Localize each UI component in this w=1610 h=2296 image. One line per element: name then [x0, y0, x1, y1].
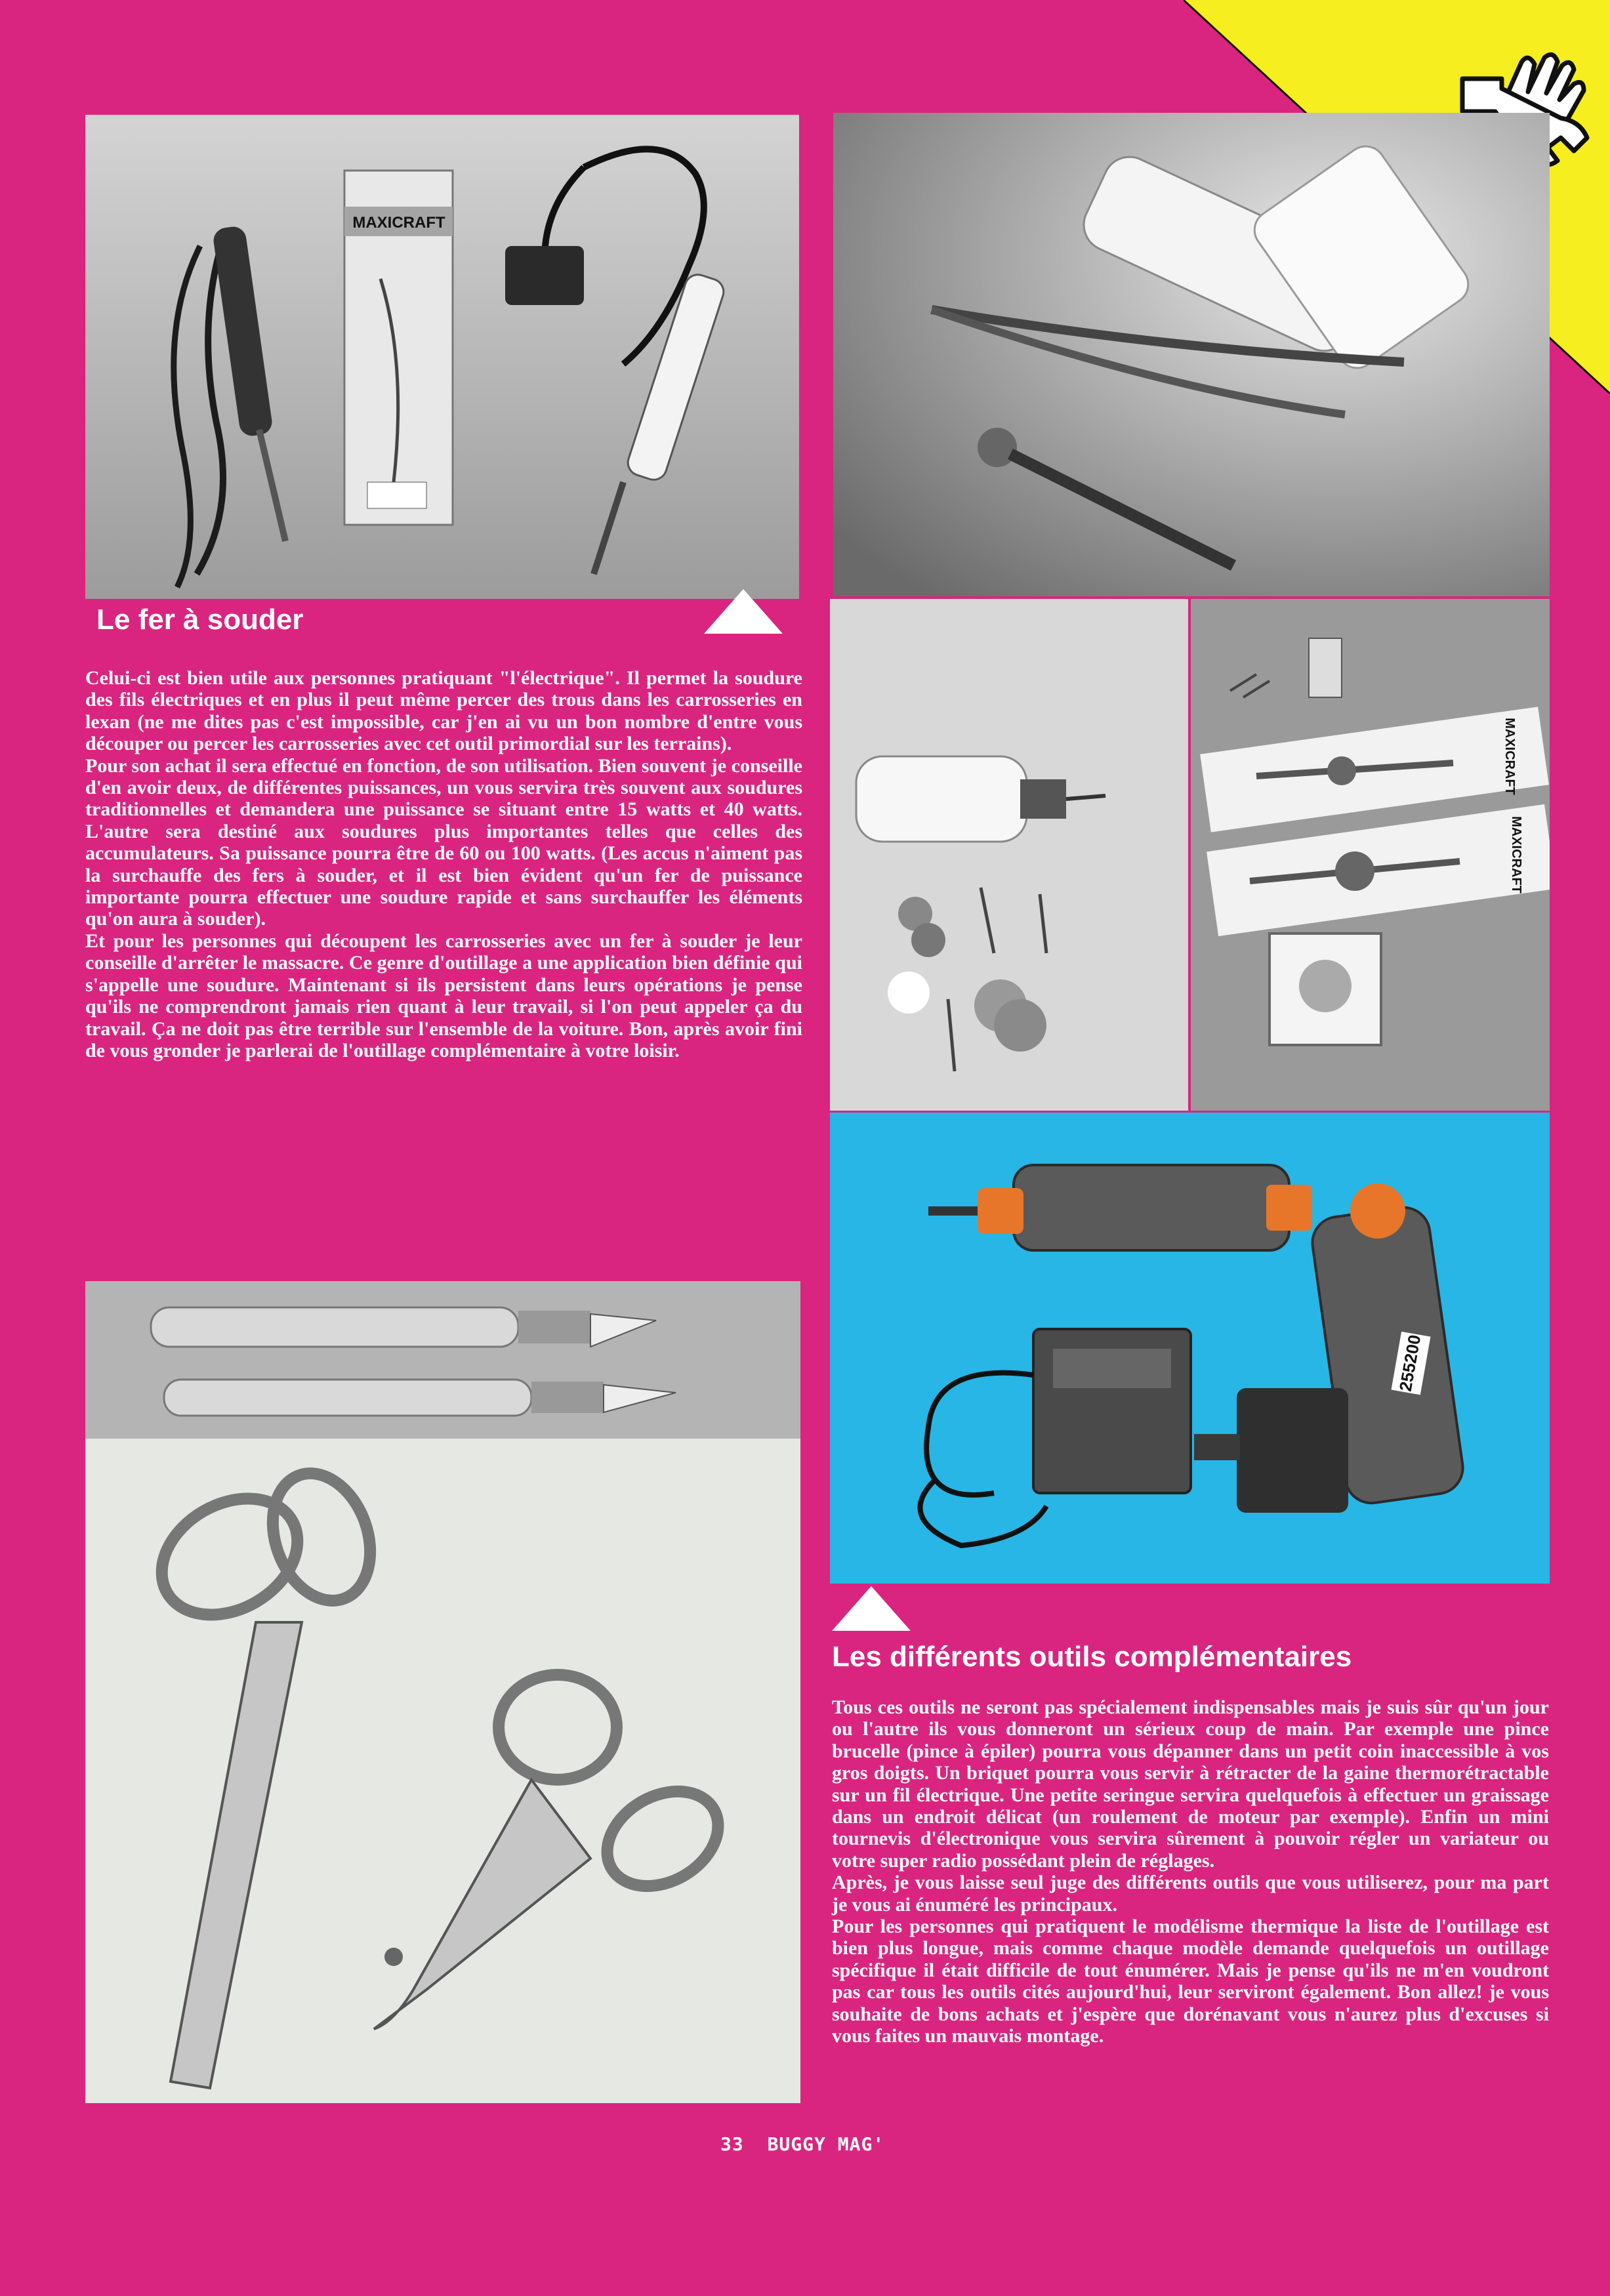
triangle-pointer-icon	[832, 1586, 911, 1631]
screwdriver-model-label: 255200	[1395, 1333, 1425, 1393]
photo-cordless-screwdriver	[830, 1113, 1550, 1584]
paragraph: Tous ces outils ne seront pas spécialement indispensables mais je suis sûr qu'un jour ou l'autre ils vous donneront un sérieux coup de main. Par exemple une pince brucelle (pince à épiler) pourra vous dépanner dans un petit coin inaccessible à vos gros doigts. Un briquet pourra vous servir à rétracter de la gaine thermorétractable sur un fil électrique. Une petite seringue servira quelquefois à effectuer un graissage dans un endroit délicat (un roulement de moteur par exemple). Enfin un mini tournevis d'électronique vous servira sûrement à pouvoir régler un variateur ou votre super radio possédant plein de réglages.	[832, 1696, 1549, 1872]
magazine-name: BUGGY MAG'	[767, 2133, 885, 2155]
triangle-pointer-icon	[704, 589, 783, 634]
paragraph: Pour son achat il sera effectué en fonction, de son utilisation. Bien souvent je conseille d'en avoir deux, de différentes puissances, un vous servira très souvent aux soudures traditionnelles et demandera une puissance se situant entre 15 watts et 40 watts. L'autre sera destiné aux soudures plus importantes telles que celles des accumulateurs. Sa puissance pourra être de 60 ou 100 watts. (Les accus n'aiment pas la surchauffe des fers à souder, et il est bien évident qu'un fer de puissance importante pourra effectuer une soudure rapide et sans surchauffer les éléments qu'on aura à souder).	[85, 754, 802, 930]
photo-knives-scissors	[85, 1281, 800, 2103]
section-title-soldering: Le fer à souder	[96, 604, 304, 636]
soldering-kit-brand-label: MAXICRAFT	[352, 214, 445, 232]
paragraph: Et pour les personnes qui découpent les carrosseries avec un fer à souder je leur conseille d'arrêter le massacre. Ce genre d'outillage a une application bien définie qui s'appelle une soudure. Maintenant si ils persistent dans leurs opérations je pense qu'ils ne comprendront jamais rien quant à leur travail, si l'on peut appeler ça du travail. Ça ne doit pas être terrible sur l'ensemble de la voiture. Bon, après avoir fini de vous gronder je parlerai de l'outillage complémentaire à votre loisir.	[85, 930, 802, 1061]
photo-mini-drill	[830, 599, 1188, 1111]
photo-soldering-irons	[85, 115, 799, 599]
paragraph: Pour les personnes qui pratiquent le modélisme thermique la liste de l'outillage est bien plus longue, mais comme chaque modèle demande quelquefois un outillage spécifique il était difficile de tout énumérer. Mais je pense qu'ils ne m'en voudront pas car tous les outils cités aujourd'hui, leur serviront également. Bon allez! je vous souhaite de bons achats et j'espère que dorénavant vous n'aurez plus d'excuses si vous faites un mauvais montage.	[832, 1916, 1549, 2047]
photo-small-tools	[833, 113, 1550, 596]
paragraph: Après, je vous laisse seul juge des différents outils que vous utiliserez, pour ma part je vous ai énuméré les principaux.	[832, 1872, 1549, 1916]
section-title-tools: Les différents outils complémentaires	[832, 1641, 1352, 1673]
photo-taps-dies	[1191, 599, 1550, 1111]
article-tools	[832, 1696, 1549, 2047]
tap-set-brand-label-2: MAXICRAFT	[1509, 816, 1523, 893]
page-footer	[720, 2133, 884, 2155]
paragraph: Celui-ci est bien utile aux personnes pratiquant "l'électrique". Il permet la soudure des fils électriques et en plus il peut même percer des trous dans les carrosseries en lexan (ne me dites pas c'est impossible, car j'en ai vu un bon nombre d'entre vous découper ou percer les carrosseries avec cet outil primordial sur les terrains).	[85, 667, 802, 755]
article-soldering	[85, 667, 802, 1061]
tap-set-brand-label-1: MAXICRAFT	[1502, 718, 1517, 795]
page-number: 33	[720, 2133, 744, 2155]
